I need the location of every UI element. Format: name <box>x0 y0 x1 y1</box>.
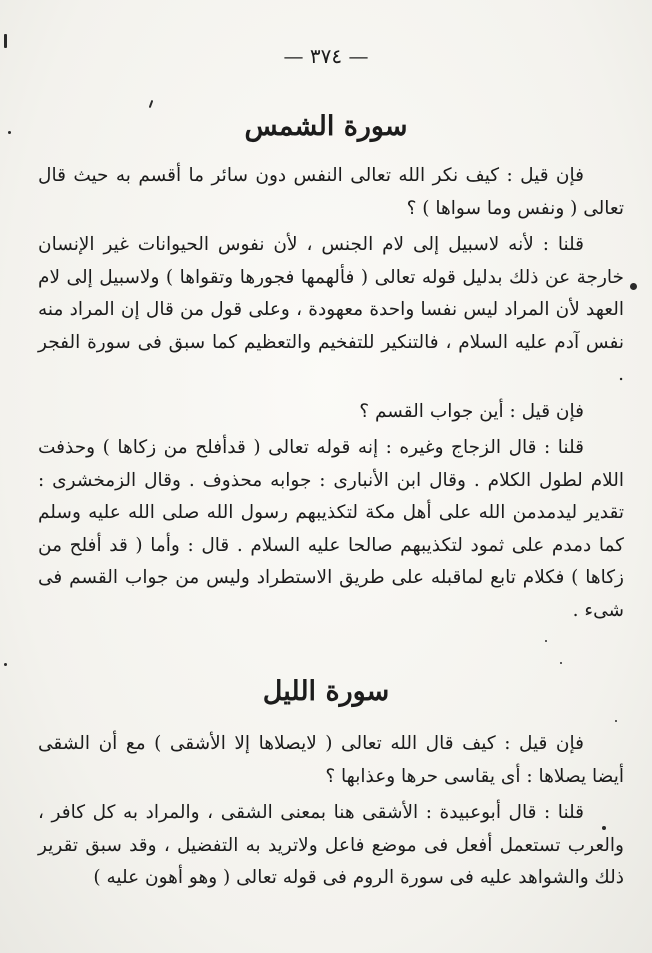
scan-speck <box>4 663 7 666</box>
question-paragraph: فإن قيل : أين جواب القسم ؟ <box>359 400 584 422</box>
answer-paragraph: قلنا : قال أبوعبيدة : الأشقى هنا بمعنى الشقى ، والمراد به كل كافر ، والعرب تستعمل أفعل فى موضع فاعل ولاتريد به التفضيل ، وقد سبق تقرير ذلك والشواهد عليه فى سورة الروم فى قوله تعالى ( وهو أهون عليه ) <box>38 802 624 888</box>
scan-speck <box>615 720 617 722</box>
scan-speck <box>630 283 637 290</box>
scan-speck <box>545 640 547 642</box>
question-paragraph: فإن قيل : كيف نكر الله تعالى النفس دون سائر ما أقسم به حيث قال تعالى ( ونفس وما سواها ) ؟ <box>38 165 624 219</box>
surah-title-layl: سورة الليل <box>262 676 390 707</box>
answer-paragraph: قلنا : لأنه لاسبيل إلى لام الجنس ، لأن نفوس الحيوانات غير الإنسان خارجة عن ذلك بدليل قوله تعالى ( فألهمها فجورها وتقواها ) ولاسبيل إلى لام العهد لأن المراد ليس نفسا واحدة معهودة ، وعلى قول من قال إن المراد منه نفس آدم عليه السلام ، فالتنكير للتفخيم والتعظيم كما سبق فى سورة الفجر . <box>38 234 624 385</box>
answer-paragraph: قلنا : قال الزجاج وغيره : إنه قوله تعالى ( قدأفلح من زكاها ) وحذفت اللام لطول الكلام . وقال ابن الأنبارى : جوابه محذوف . وقال الزمخشرى : تقدير ليدمدمن الله على أهل مكة لتكذيبهم رسول الله صلى الله عليه وسلم كما دمدم على ثمود لتكذيبهم صالحا عليه السلام . قال : وأما ( قد أفلح من زكاها ) فكلام تابع لماقبله على طريق الاستطراد وليس من جواب القسم فى شىء . <box>38 437 624 621</box>
section-shams-body <box>38 160 624 627</box>
surah-title-shams: سورة الشمس <box>244 111 408 142</box>
question-paragraph: فإن قيل : كيف قال الله تعالى ( لايصلاها إلا الأشقى ) مع أن الشقى أيضا يصلاها : أى يقاسى حرها وعذابها ؟ <box>38 733 624 787</box>
scan-speck <box>560 662 562 664</box>
scan-speck <box>149 100 154 108</box>
section-layl-body <box>38 728 624 895</box>
page-number: — ٣٧٤ — <box>283 44 369 68</box>
